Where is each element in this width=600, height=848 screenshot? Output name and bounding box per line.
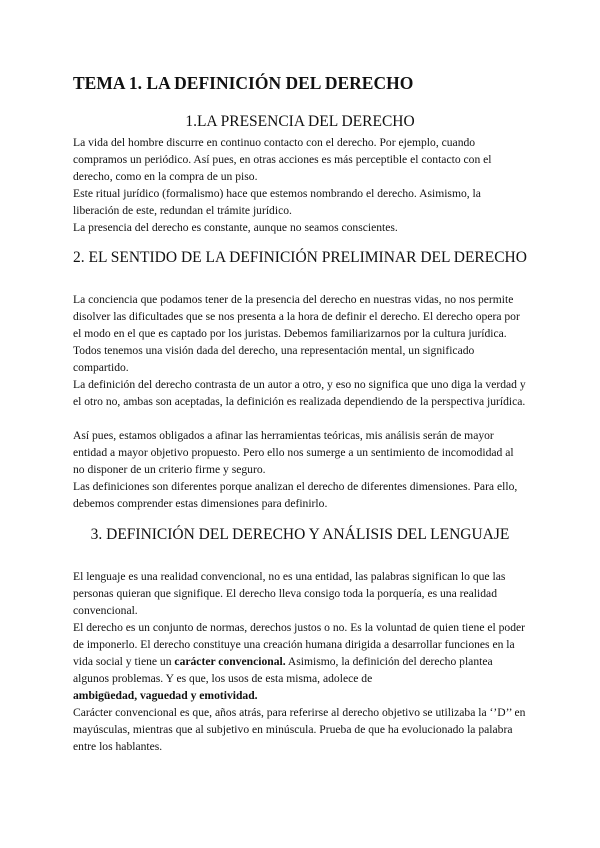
section-2-paragraph-4: Las definiciones son diferentes porque analizan el derecho de diferentes dimensiones. Para ello, debemos comprender estas dimensiones para definirlo. — [73, 480, 518, 510]
section-3-heading: 3. DEFINICIÓN DEL DERECHO Y ANÁLISIS DEL LENGUAJE — [90, 526, 510, 543]
section-3-paragraph-2-text-c: Asimismo, la definición del derecho plantea algunos problemas. Y es que, los usos de esta misma, adolece de — [73, 655, 493, 685]
section-1-paragraph-3: La presencia del derecho es constante, aunque no seamos conscientes. — [73, 221, 398, 234]
section-1-heading: 1.LA PRESENCIA DEL DERECHO — [185, 113, 415, 130]
section-1-paragraph-1: La vida del hombre discurre en continuo contacto con el derecho. Por ejemplo, cuando compramos un periódico. Así pues, en otras acciones es más perceptible el contacto con el derecho, como en la compra de un piso. — [73, 136, 492, 183]
section-2-paragraph-2: La definición del derecho contrasta de un autor a otro, y eso no significa que uno diga la verdad y el otro no, ambas son aceptadas, la definición es realizada dependiendo de la perspectiva jurídica. — [73, 378, 526, 408]
section-2-paragraph-3: Así pues, estamos obligados a afinar las herramientas teóricas, mis análisis serán de mayor entidad a mayor objetivo propuesto. Pero ello nos sumerge a un sentimiento de incomodidad al no disponer de un criterio firme y seguro. — [73, 429, 514, 476]
section-3-paragraph-2 — [73, 619, 528, 704]
document-title: TEMA 1. LA DEFINICIÓN DEL DERECHO — [73, 73, 414, 93]
emphasis-ambiguity-vagueness-emotivity: ambigüedad, vaguedad y emotividad. — [73, 689, 258, 702]
emphasis-conventional-character: carácter convencional. — [174, 655, 286, 668]
section-2-heading: 2. EL SENTIDO DE LA DEFINICIÓN PRELIMINAR DEL DERECHO — [73, 249, 527, 266]
section-3-paragraph-2-text-a: El derecho es un conjunto de normas, derechos justos o no. Es la voluntad de quien tiene el poder de imponerlo. El derecho constituye una creación humana dirigida a desarrollar funciones en la vida social y tiene un — [73, 621, 526, 668]
section-2-paragraph-1: La conciencia que podamos tener de la presencia del derecho en nuestras vidas, no nos permite disolver las dificultades que se nos presenta a la hora de definir el derecho. El derecho opera por el modo en el que es captado por los juristas. Debemos familiarizarnos por la cultura jurídica. Todos tenemos una visión dada del derecho, una representación mental, un significado compartido. — [73, 293, 520, 374]
section-3-paragraph-1: El lenguaje es una realidad convencional, no es una entidad, las palabras significan lo que las personas quieran que signifique. El derecho lleva consigo toda la porquería, es una realidad convencional. — [73, 570, 506, 617]
section-3-paragraph-3: Carácter convencional es que, años atrás, para referirse al derecho objetivo se utilizaba la ‘’D’’ en mayúsculas, mientras que al subjetivo en minúscula. Prueba de que ha evolucionado la palabra entre los hablantes. — [73, 706, 526, 753]
section-1-paragraph-2: Este ritual jurídico (formalismo) hace que estemos nombrando el derecho. Asimismo, la liberación de este, redundan el trámite jurídico. — [73, 187, 481, 217]
